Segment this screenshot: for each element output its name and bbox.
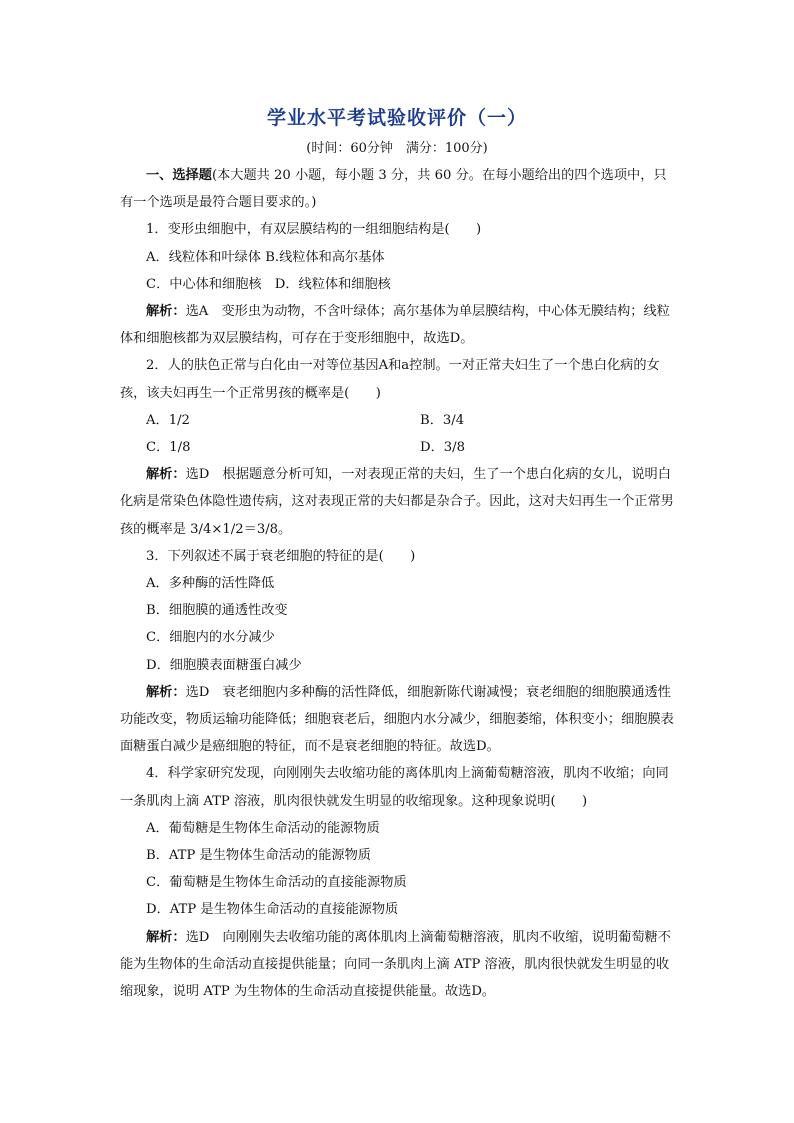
question-3-stem: 3．下列叙述不属于衰老细胞的特征的是( ) xyxy=(146,548,416,564)
question-4-stem: 4．科学家研究发现，向刚刚失去收缩功能的离体肌肉上滴葡萄糖溶液，肌肉不收缩；向同一条肌肉上滴 ATP 溶液，肌肉很快就发生明显的收缩现象。这种现象说明( ) xyxy=(120,766,669,809)
question-2-options-row-1 xyxy=(120,407,676,434)
question-2-analysis xyxy=(120,461,676,543)
question-3-option-a: A．多种酶的活性降低 xyxy=(146,576,275,592)
question-2-stem: 2．人的肤色正常与白化由一对等位基因A和a控制。一对正常夫妇生了一个患白化病的女孩，该夫妇再生一个正常男孩的概率是( ) xyxy=(120,358,660,401)
analysis-text: 选D 衰老细胞内多种酶的活性降低，细胞新陈代谢减慢；衰老细胞的细胞膜通透性功能改变，物质运输功能降低；细胞衰老后，细胞内水分减少，细胞萎缩，体积变小；细胞膜表面糖蛋白减少是癌细胞的特征，而不是衰老细胞的特征。故选D。 xyxy=(120,684,674,755)
question-4-option-b: B．ATP 是生物体生命活动的能源物质 xyxy=(146,848,371,864)
section-note: (本大题共 20 小题，每小题 3 分，共 60 分。在每小题给出的四个选项中，只有一个选项是最符合题目要求的。) xyxy=(120,168,667,211)
question-2-option-d: D．3/8 xyxy=(420,440,465,456)
analysis-label: 解析： xyxy=(146,684,186,700)
analysis-text: 选D 向刚刚失去收缩功能的离体肌肉上滴葡萄糖溶液，肌肉不收缩，说明葡萄糖不能为生物体的生命活动直接提供能量；向同一条肌肉上滴 ATP 溶液，肌肉很快就发生明显的收缩现象，说明 ATP 为生物体的生命活动直接提供能量。故选D。 xyxy=(120,929,671,1000)
question-4-option-d: D．ATP 是生物体生命活动的直接能源物质 xyxy=(146,902,399,918)
section-heading: 一、选择题 xyxy=(146,168,212,183)
question-1-option-cd: C．中心体和细胞核 D．线粒体和细胞核 xyxy=(146,276,391,292)
section-instructions xyxy=(120,162,676,216)
question-3-option-c: C．细胞内的水分减少 xyxy=(146,630,275,646)
question-1-stem: 1．变形虫细胞中，有双层膜结构的一组细胞结构是( ) xyxy=(146,222,482,238)
question-4-analysis xyxy=(120,924,676,1006)
document-body xyxy=(120,162,676,1005)
question-4-option-a: A．葡萄糖是生物体生命活动的能源物质 xyxy=(146,820,380,836)
question-3-analysis xyxy=(120,679,676,761)
question-3-option-b: B．细胞膜的通透性改变 xyxy=(146,603,288,619)
analysis-text: 选A 变形虫为动物，不含叶绿体；高尔基体为单层膜结构，中心体无膜结构；线粒体和细胞核都为双层膜结构，可存在于变形细胞中，故选D。 xyxy=(120,304,670,347)
question-3-option-d: D．细胞膜表面糖蛋白减少 xyxy=(146,657,302,673)
page-title: 学业水平考试验收评价（一） xyxy=(266,107,527,129)
question-2-option-c: C．1/8 xyxy=(146,440,191,456)
question-2-option-b: B．3/4 xyxy=(420,412,465,428)
question-2-option-a: A．1/2 xyxy=(146,412,190,428)
analysis-label: 解析： xyxy=(146,929,186,945)
question-1-option-ab: A．线粒体和叶绿体 B.线粒体和高尔基体 xyxy=(146,249,385,265)
question-4-option-c: C．葡萄糖是生物体生命活动的直接能源物质 xyxy=(146,875,407,891)
question-1-analysis xyxy=(120,298,676,352)
exam-info: (时间：60分钟 满分：100分) xyxy=(306,141,488,156)
analysis-label: 解析： xyxy=(146,304,186,320)
question-2-options-row-2 xyxy=(120,434,676,461)
analysis-label: 解析： xyxy=(146,467,186,483)
analysis-text: 选D 根据题意分析可知，一对表现正常的夫妇，生了一个患白化病的女儿，说明白化病是常染色体隐性遗传病，这对表现正常的夫妇都是杂合子。因此，这对夫妇再生一个正常男孩的概率是 3/4×1/2＝3/8。 xyxy=(120,467,674,537)
